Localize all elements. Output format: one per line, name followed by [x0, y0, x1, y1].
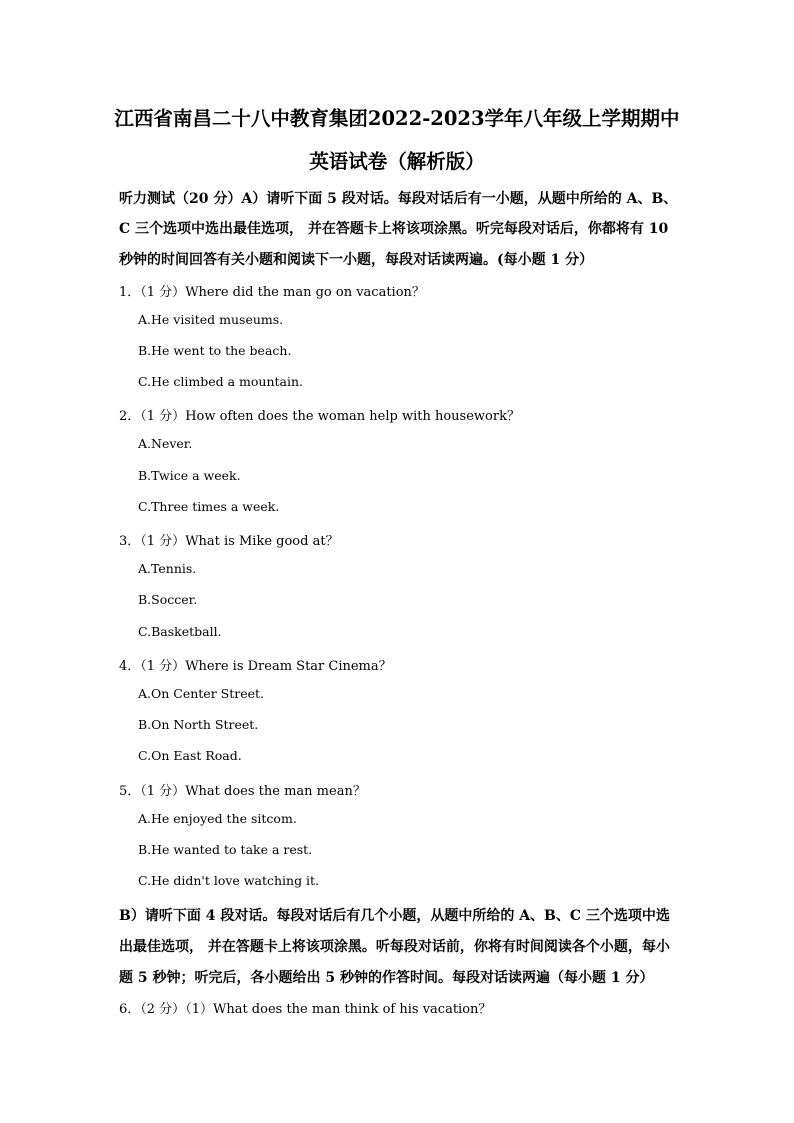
- question-5-option-b: B.He wanted to take a rest.: [138, 842, 313, 857]
- question-text: What is Mike good at？: [185, 534, 339, 549]
- document-title-line-2: 英语试卷（解析版）: [309, 150, 485, 173]
- question-1-option-c: C.He climbed a mountain.: [138, 374, 303, 389]
- question-3-option-a: A.Tennis.: [138, 561, 197, 576]
- section-b-instruction-line-3: 题 5 秒钟；听完后，各小题给出 5 秒钟的作答时间。每段对话读两遍（每小题 1 分）: [119, 970, 654, 986]
- question-3-option-c: C.Basketball.: [138, 624, 222, 639]
- question-4-option-a: A.On Center Street.: [138, 686, 265, 701]
- section-a-instruction-line-2: C 三个选项中选出最佳选项， 并在答题卡上将该项涂黑。听完每段对话后，你都将有 10: [119, 221, 669, 237]
- question-4-option-b: B.On North Street.: [138, 717, 259, 732]
- question-text: Where is Dream Star Cinema？: [185, 659, 392, 674]
- question-5-option-a: A.He enjoyed the sitcom.: [138, 811, 297, 826]
- question-2: [119, 405, 520, 424]
- question-number: 2．（1 分）: [119, 409, 186, 424]
- question-1-option-b: B.He went to the beach.: [138, 343, 292, 358]
- question-number: 5．（1 分）: [119, 784, 186, 799]
- question-number: 3．（1 分）: [119, 534, 186, 549]
- question-number: 4．（1 分）: [119, 659, 186, 674]
- question-2-option-c: C.Three times a week.: [138, 499, 280, 514]
- question-6: [119, 998, 491, 1017]
- section-b-instruction-line-2: 出最佳选项， 并在答题卡上将该项涂黑。听每段对话前，你将有时间阅读各个小题，每小: [119, 939, 670, 955]
- question-1: [119, 281, 425, 300]
- question-4-option-c: C.On East Road.: [138, 748, 242, 763]
- question-1-option-a: A.He visited museums.: [138, 312, 284, 327]
- section-b-instruction-line-1: B）请听下面 4 段对话。每段对话后有几个小题，从题中所给的 A、B、C 三个选项中选: [119, 908, 670, 924]
- section-a-instruction-line-1: 听力测试（20 分）A）请听下面 5 段对话。每段对话后有一小题，从题中所给的 A、B、: [119, 191, 678, 207]
- question-number: 6．（2 分）: [119, 1002, 186, 1017]
- question-2-option-b: B.Twice a week.: [138, 468, 241, 483]
- question-text: How often does the woman help with housework？: [185, 409, 520, 424]
- question-text: （1）What does the man think of his vacation？: [185, 1002, 492, 1017]
- section-a-instruction-line-3: 秒钟的时间回答有关小题和阅读下一小题，每段对话读两遍。(每小题 1 分）: [119, 252, 594, 268]
- question-2-option-a: A.Never.: [138, 436, 193, 451]
- question-4: [119, 655, 392, 674]
- question-3: [119, 530, 339, 549]
- question-5: [119, 780, 366, 799]
- question-number: 1．（1 分）: [119, 285, 186, 300]
- question-text: What does the man mean？: [185, 784, 366, 799]
- question-3-option-b: B.Soccer.: [138, 592, 198, 607]
- question-5-option-c: C.He didn't love watching it.: [138, 873, 320, 888]
- document-title-line-1: 江西省南昌二十八中教育集团2022-2023学年八年级上学期期中: [114, 107, 680, 130]
- question-text: Where did the man go on vacation？: [185, 285, 425, 300]
